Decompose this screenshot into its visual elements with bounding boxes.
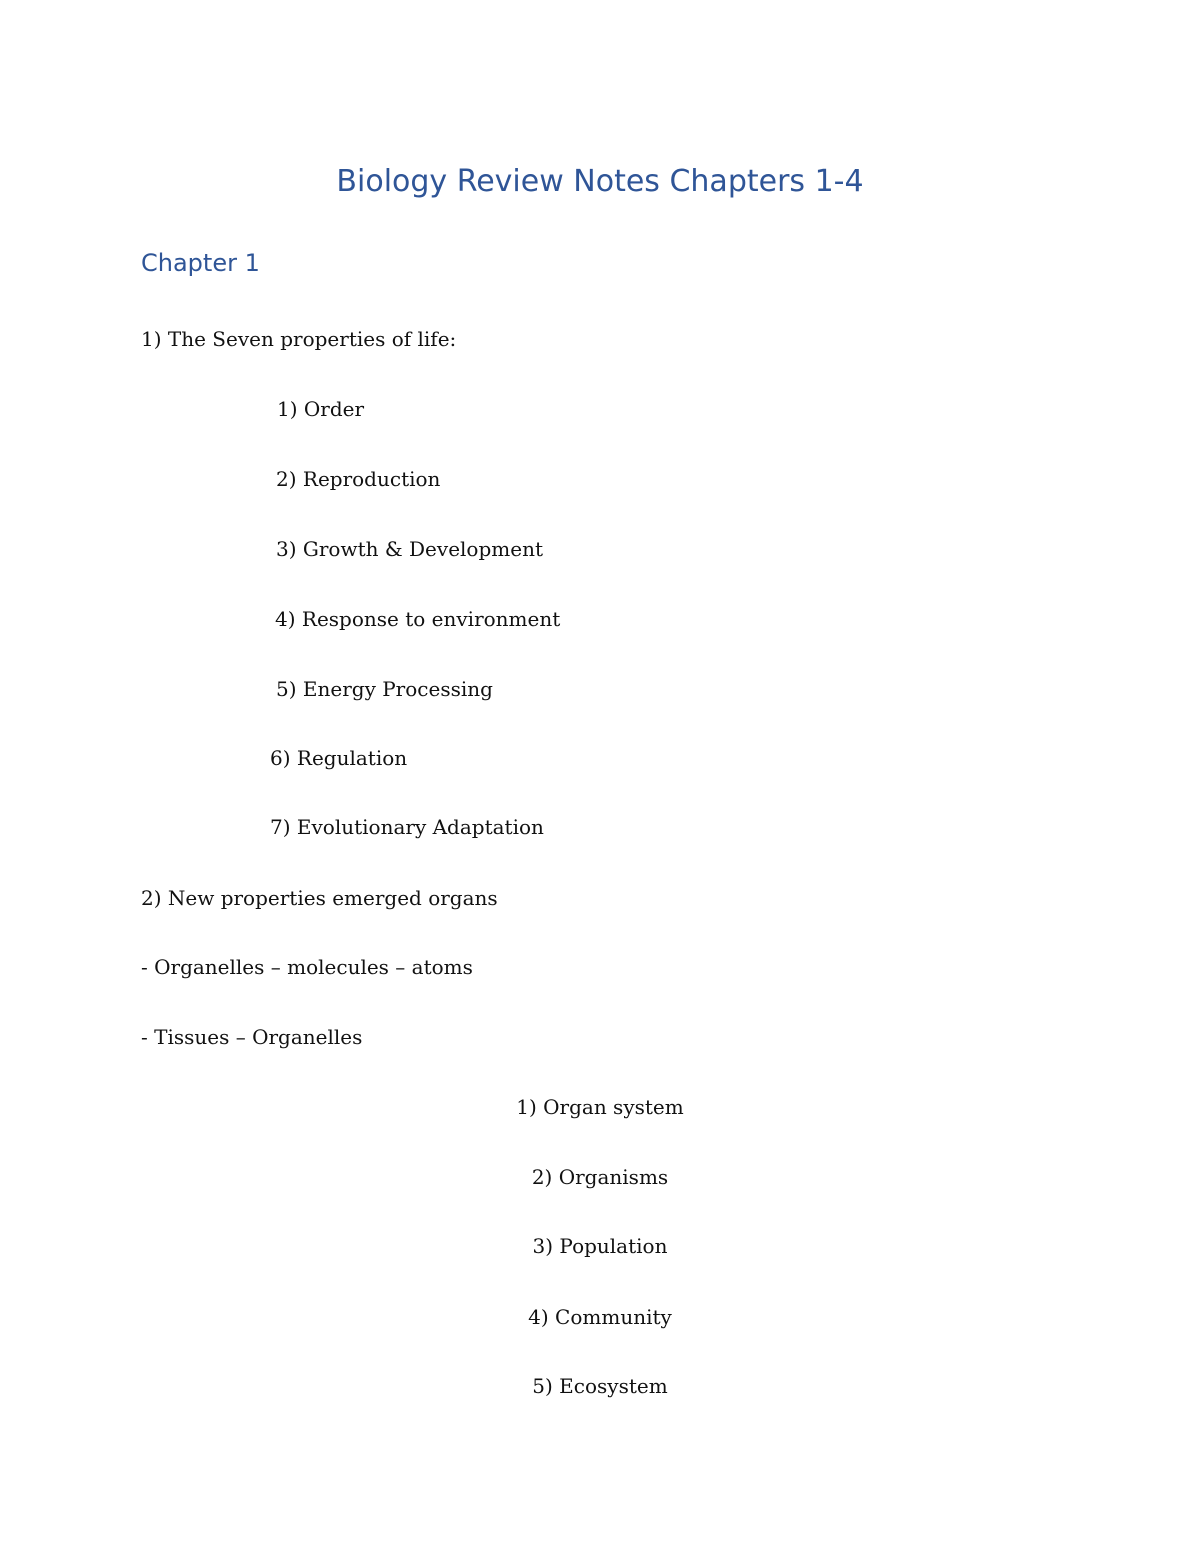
level-item: 4) Community: [528, 1305, 672, 1329]
chapter-heading: Chapter 1: [141, 249, 260, 277]
level-item: 2) Organisms: [531, 1165, 669, 1189]
property-item: 6) Regulation: [270, 746, 408, 770]
property-item: 3) Growth & Development: [276, 537, 543, 561]
dash-item: - Tissues – Organelles: [141, 1025, 363, 1049]
property-item: 2) Reproduction: [276, 467, 441, 491]
property-item: 5) Energy Processing: [276, 677, 493, 701]
property-item: 7) Evolutionary Adaptation: [270, 815, 544, 839]
section-heading-emerged-properties: 2) New properties emerged organs: [141, 886, 498, 910]
property-item: 1) Order: [277, 397, 365, 421]
property-item: 4) Response to environment: [275, 607, 561, 631]
document-title: Biology Review Notes Chapters 1-4: [336, 164, 864, 199]
level-item: 5) Ecosystem: [532, 1374, 668, 1398]
level-item: 1) Organ system: [516, 1095, 684, 1119]
section-heading-properties-of-life: 1) The Seven properties of life:: [141, 327, 457, 351]
dash-item: - Organelles – molecules – atoms: [141, 955, 473, 979]
level-item: 3) Population: [532, 1234, 668, 1258]
